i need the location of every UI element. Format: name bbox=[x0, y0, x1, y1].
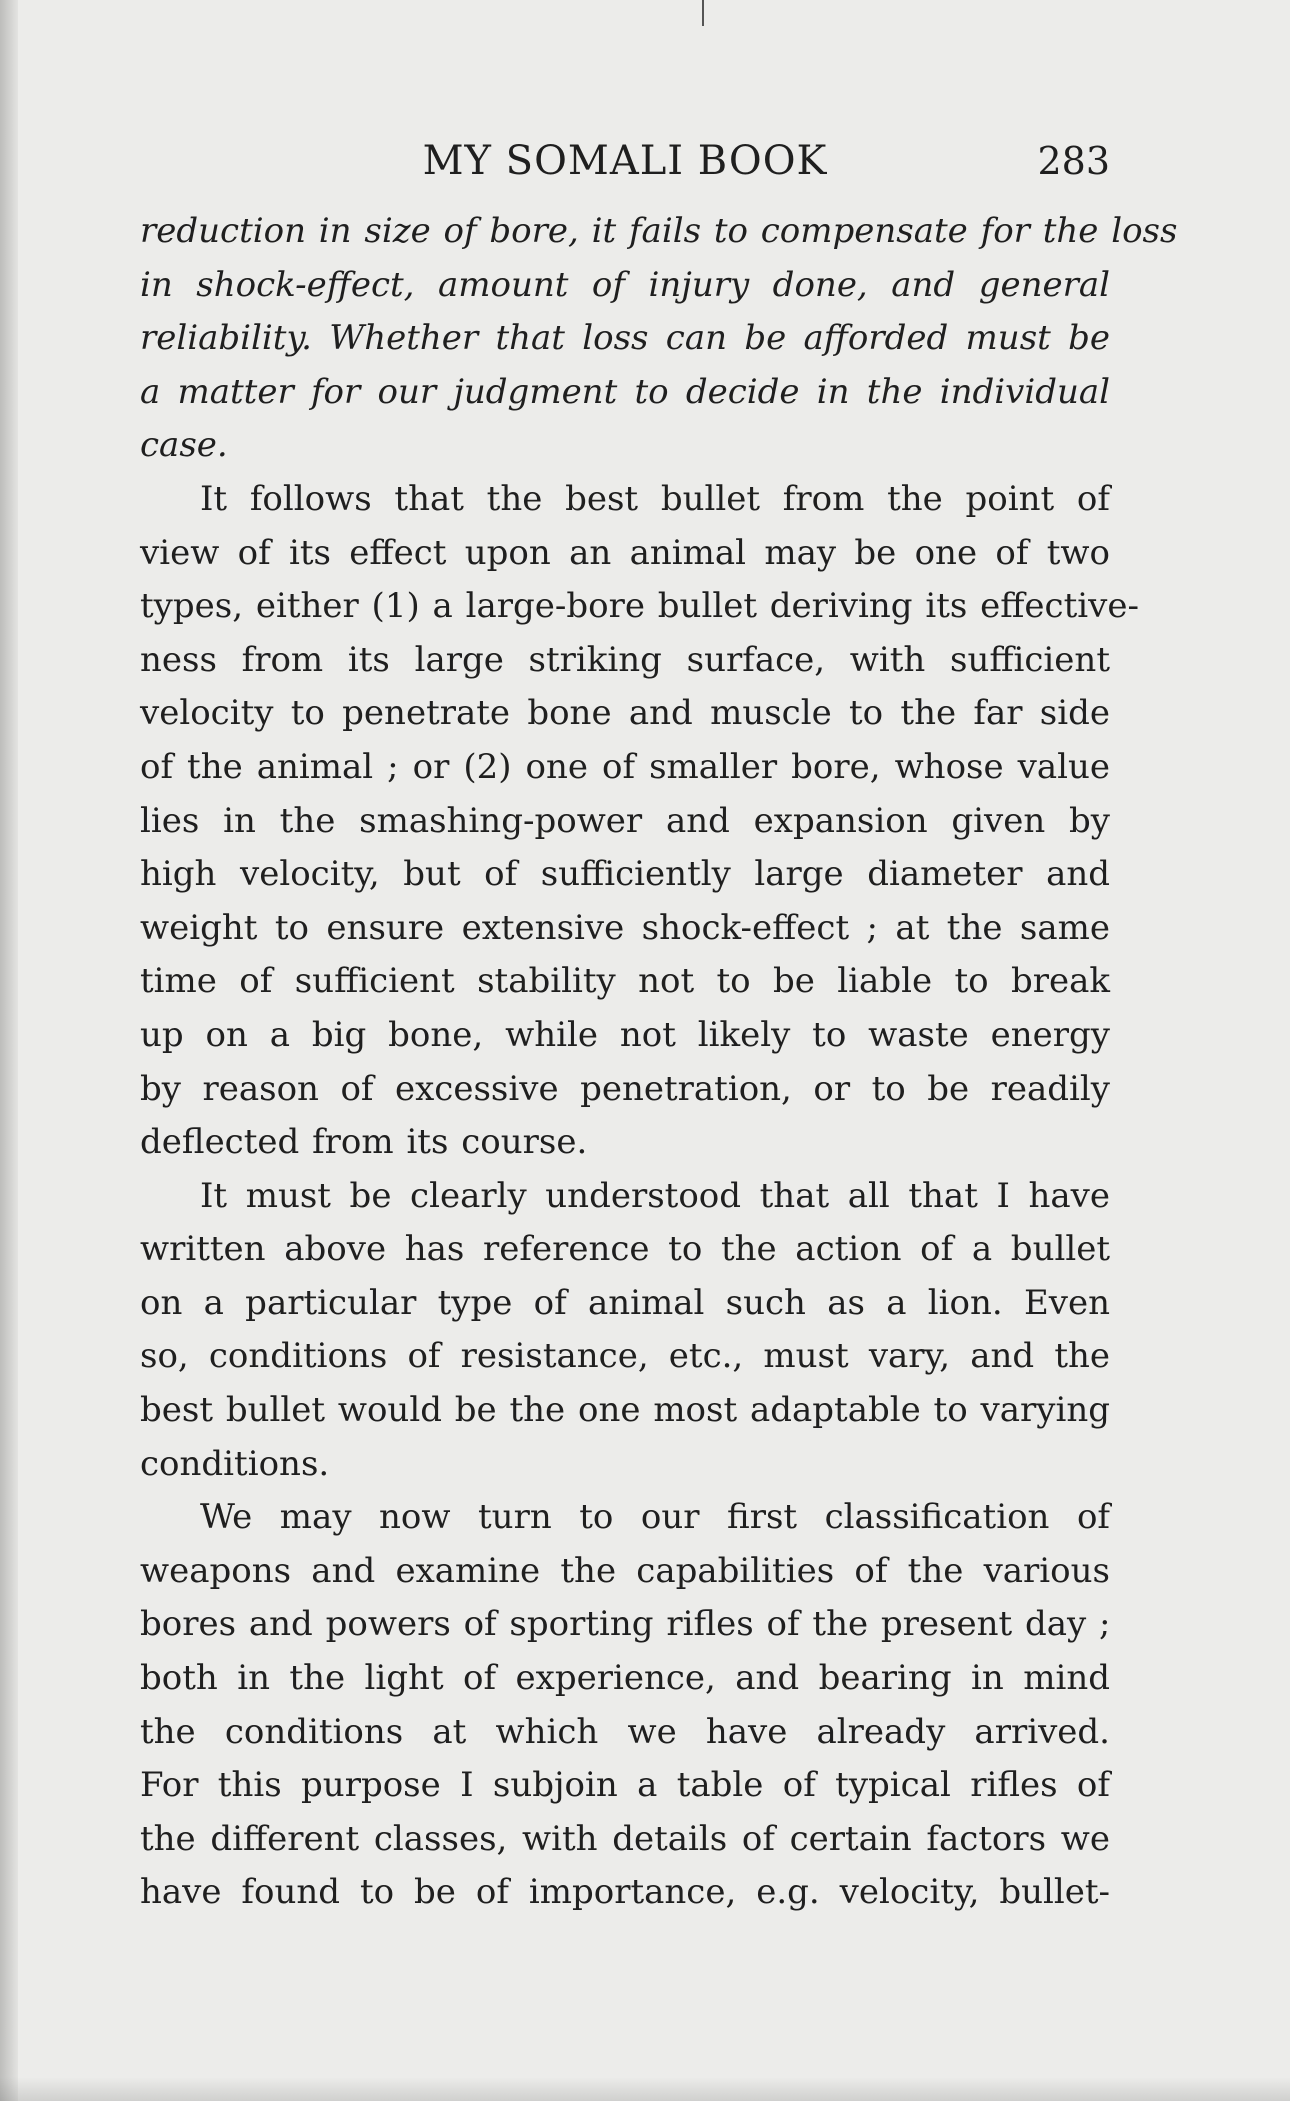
text-line: best bullet would be the one most adaptable to varying bbox=[140, 1390, 1110, 1431]
text-line: the different classes, with details of certain factors we bbox=[140, 1818, 1110, 1859]
text-line: conditions. bbox=[140, 1443, 330, 1484]
paragraph-1 bbox=[140, 205, 1178, 473]
body-text bbox=[140, 205, 1178, 1920]
text-line: high velocity, but of sufficiently large diameter and bbox=[140, 854, 1110, 895]
text-line: It must be clearly understood that all that I have bbox=[200, 1175, 1110, 1216]
text-line: a matter for our judgment to decide in the individual bbox=[140, 371, 1110, 412]
text-line: ness from its large striking surface, with sufficient bbox=[140, 639, 1110, 680]
text-line: For this purpose I subjoin a table of typical rifles of bbox=[140, 1765, 1110, 1806]
text-line: case. bbox=[140, 425, 228, 466]
text-line: weapons and examine the capabilities of the various bbox=[140, 1550, 1110, 1591]
text-line: velocity to penetrate bone and muscle to the far side bbox=[140, 693, 1110, 734]
text-line: We may now turn to our first classification of bbox=[200, 1497, 1110, 1538]
text-line: reduction in size of bore, it fails to compensate for the loss bbox=[140, 211, 1178, 251]
text-line: both in the light of experience, and bearing in mind bbox=[140, 1658, 1110, 1699]
text-line: by reason of excessive penetration, or to be readily bbox=[140, 1068, 1110, 1109]
bottom-page-edge bbox=[0, 2077, 1290, 2101]
text-line: written above has reference to the action of a bullet bbox=[140, 1229, 1110, 1270]
text-line: up on a big bone, while not likely to waste energy bbox=[140, 1014, 1110, 1055]
running-head bbox=[140, 138, 1110, 184]
text-line: bores and powers of sporting rifles of the present day ; bbox=[140, 1604, 1111, 1645]
text-line: of the animal ; or (2) one of smaller bore, whose value bbox=[140, 746, 1110, 787]
page-number: 283 bbox=[1037, 139, 1110, 183]
text-line: in shock-effect, amount of injury done, and general bbox=[140, 264, 1110, 305]
paragraph-2 bbox=[140, 473, 1139, 1170]
text-line: time of sufficient stability not to be liable to break bbox=[140, 961, 1110, 1002]
text-line: lies in the smashing-power and expansion given by bbox=[140, 800, 1110, 841]
paragraph-4 bbox=[140, 1491, 1110, 1920]
text-line: It follows that the best bullet from the point of bbox=[200, 478, 1110, 519]
text-line: on a particular type of animal such as a lion. Even bbox=[140, 1282, 1110, 1323]
top-edge-mark bbox=[702, 0, 704, 26]
paragraph-3 bbox=[140, 1170, 1110, 1492]
text-line: reliability. Whether that loss can be afforded must be bbox=[140, 318, 1110, 359]
text-line: have found to be of importance, e.g. velocity, bullet- bbox=[140, 1872, 1110, 1913]
text-line: deflected from its course. bbox=[140, 1122, 588, 1163]
text-line: so, conditions of resistance, etc., must vary, and the bbox=[140, 1336, 1110, 1377]
text-line: types, either (1) a large-bore bullet deriving its effective- bbox=[140, 586, 1139, 627]
text-line: view of its effect upon an animal may be one of two bbox=[140, 532, 1110, 573]
page-gutter-shadow bbox=[0, 0, 18, 2101]
running-title: MY SOMALI BOOK bbox=[422, 138, 828, 184]
text-line: weight to ensure extensive shock-effect ; at the same bbox=[140, 907, 1110, 948]
text-line: the conditions at which we have already arrived. bbox=[140, 1711, 1110, 1752]
